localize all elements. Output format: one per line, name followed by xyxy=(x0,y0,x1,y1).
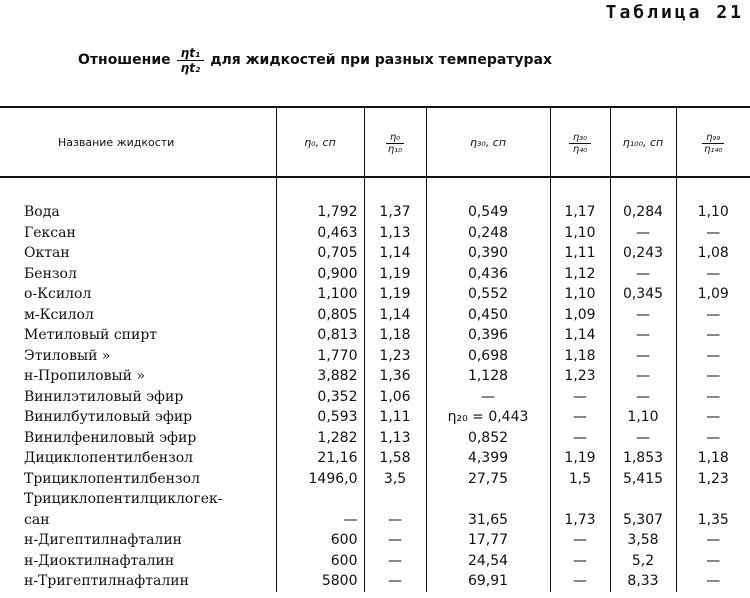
liquid-name: Бензол xyxy=(24,265,77,282)
value-cell-col4: 1,73 xyxy=(550,510,610,531)
liquid-name: Винилэтиловый эфир xyxy=(24,388,184,405)
liquid-name-cell xyxy=(0,448,276,469)
liquid-name-cell xyxy=(0,223,276,244)
header-fraction-numerator: η₃₀ xyxy=(569,132,591,144)
value-cell-col4: 1,11 xyxy=(550,243,610,264)
value-cell-col1: 0,813 xyxy=(276,325,364,346)
table-caption xyxy=(78,32,718,88)
table-row xyxy=(0,551,750,572)
value-cell-col2: 1,06 xyxy=(364,387,426,408)
value-cell-col3: 4,399 xyxy=(426,448,550,469)
liquid-name-cell xyxy=(0,489,276,510)
value-cell-col4: — xyxy=(550,530,610,551)
liquid-name: н-Пропиловый » xyxy=(24,368,146,385)
value-cell-col2: 1,36 xyxy=(364,366,426,387)
value-cell-col2 xyxy=(364,489,426,510)
value-cell-col6: — xyxy=(676,387,750,408)
value-cell-col3: — xyxy=(426,387,550,408)
value-cell-col3: 17,77 xyxy=(426,530,550,551)
table-row xyxy=(0,571,750,592)
value-cell-col6: — xyxy=(676,551,750,572)
value-cell-col3: 0,852 xyxy=(426,428,550,449)
header-fraction-numerator: η₉₉ xyxy=(702,132,724,144)
value-cell-col5: — xyxy=(610,223,676,244)
value-cell-col1: 600 xyxy=(276,530,364,551)
liquid-name: Метиловый спирт xyxy=(24,327,158,344)
table-row xyxy=(0,243,750,264)
value-cell-col5: 5,415 xyxy=(610,469,676,490)
header-fraction-denominator: η₁₄₀ xyxy=(704,143,723,155)
table-row xyxy=(0,387,750,408)
value-cell-col3: 0,436 xyxy=(426,264,550,285)
liquid-name: Октан xyxy=(24,245,70,262)
value-cell-col1: 0,352 xyxy=(276,387,364,408)
table-row xyxy=(0,305,750,326)
value-cell-col3: 31,65 xyxy=(426,510,550,531)
value-cell-col4: — xyxy=(550,407,610,428)
value-cell-col5: — xyxy=(610,366,676,387)
value-cell-col3: 0,396 xyxy=(426,325,550,346)
value-cell-col4: — xyxy=(550,571,610,592)
liquid-name: Гексан xyxy=(24,224,76,241)
value-cell-col5 xyxy=(610,489,676,510)
table-row xyxy=(0,177,750,223)
liquid-name-cell xyxy=(0,346,276,367)
viscosity-table xyxy=(0,108,750,592)
value-cell-col3: 1,128 xyxy=(426,366,550,387)
liquid-name-cell xyxy=(0,510,276,531)
value-cell-col2: 1,14 xyxy=(364,243,426,264)
value-cell-col6: 1,23 xyxy=(676,469,750,490)
value-cell-col2: 1,18 xyxy=(364,325,426,346)
caption-fraction-denominator: ηt₂ xyxy=(180,60,201,75)
caption-fraction-numerator: ηt₁ xyxy=(177,46,205,61)
table-row xyxy=(0,223,750,244)
value-cell-col4: — xyxy=(550,387,610,408)
table-row xyxy=(0,325,750,346)
value-cell-col1 xyxy=(276,489,364,510)
table-row xyxy=(0,469,750,490)
liquid-name-cell xyxy=(0,551,276,572)
header-fraction-denominator: η₁₀ xyxy=(387,143,403,155)
value-cell-col6: — xyxy=(676,264,750,285)
value-cell-col1: 1,100 xyxy=(276,284,364,305)
column-header-4 xyxy=(550,108,610,177)
value-cell-col3 xyxy=(426,489,550,510)
value-cell-col6: 1,09 xyxy=(676,284,750,305)
value-cell-col6: — xyxy=(676,366,750,387)
value-cell-col6: 1,10 xyxy=(676,177,750,223)
value-cell-col2: 1,19 xyxy=(364,284,426,305)
value-cell-col3: 24,54 xyxy=(426,551,550,572)
value-cell-col1: 0,900 xyxy=(276,264,364,285)
liquid-name: Винилфениловый эфир xyxy=(24,429,197,446)
value-cell-col3: 0,390 xyxy=(426,243,550,264)
value-cell-col6 xyxy=(676,489,750,510)
value-cell-col6: — xyxy=(676,305,750,326)
value-cell-col6: — xyxy=(676,407,750,428)
liquid-name-cell xyxy=(0,366,276,387)
liquid-name-cell xyxy=(0,469,276,490)
value-cell-col4 xyxy=(550,489,610,510)
value-cell-col5: 5,2 xyxy=(610,551,676,572)
value-cell-col4: 1,17 xyxy=(550,177,610,223)
value-cell-col3: 0,248 xyxy=(426,223,550,244)
liquid-name-cell xyxy=(0,325,276,346)
value-cell-col6: 1,35 xyxy=(676,510,750,531)
liquid-name-cell xyxy=(0,571,276,592)
value-cell-col5: 0,284 xyxy=(610,177,676,223)
value-cell-col2: 1,23 xyxy=(364,346,426,367)
value-cell-col5: — xyxy=(610,305,676,326)
value-cell-col5: 1,10 xyxy=(610,407,676,428)
table-row xyxy=(0,489,750,510)
value-cell-col2: 1,19 xyxy=(364,264,426,285)
header-fraction xyxy=(700,132,726,155)
value-cell-col2: 3,5 xyxy=(364,469,426,490)
value-cell-col3: 69,91 xyxy=(426,571,550,592)
value-cell-col4: 1,10 xyxy=(550,223,610,244)
value-cell-col2: — xyxy=(364,551,426,572)
value-cell-col1: 0,805 xyxy=(276,305,364,326)
liquid-name: Вода xyxy=(24,204,60,221)
liquid-name-cell xyxy=(0,284,276,305)
value-cell-col1: 0,705 xyxy=(276,243,364,264)
liquid-name-cell xyxy=(0,407,276,428)
value-cell-col4: 1,14 xyxy=(550,325,610,346)
header-fraction xyxy=(569,132,591,155)
table-row xyxy=(0,284,750,305)
header-fraction xyxy=(384,132,406,155)
column-header-1: η₀, сп xyxy=(276,108,364,177)
liquid-name-cell xyxy=(0,264,276,285)
value-cell-col3: 0,698 xyxy=(426,346,550,367)
table-row xyxy=(0,407,750,428)
value-cell-col3: 27,75 xyxy=(426,469,550,490)
liquid-name: м-Ксилол xyxy=(24,306,94,323)
value-cell-col5: 3,58 xyxy=(610,530,676,551)
value-cell-col4: 1,19 xyxy=(550,448,610,469)
table-row xyxy=(0,510,750,531)
column-header-5: η₁₀₀, сп xyxy=(610,108,676,177)
value-cell-col2: — xyxy=(364,530,426,551)
value-cell-col6: — xyxy=(676,571,750,592)
value-cell-col2: 1,11 xyxy=(364,407,426,428)
value-cell-col1: 1,792 xyxy=(276,177,364,223)
value-cell-col4: 1,18 xyxy=(550,346,610,367)
liquid-name: н-Дигептилнафталин xyxy=(24,532,182,549)
table-row xyxy=(0,530,750,551)
caption-suffix: для жидкостей при разных температурах xyxy=(210,52,553,68)
value-cell-col6: — xyxy=(676,325,750,346)
value-cell-col5: 0,345 xyxy=(610,284,676,305)
liquid-name-cell xyxy=(0,530,276,551)
value-cell-col3: η₂₀ = 0,443 xyxy=(426,407,550,428)
value-cell-col4: 1,09 xyxy=(550,305,610,326)
value-cell-col2: — xyxy=(364,510,426,531)
value-cell-col1: 3,882 xyxy=(276,366,364,387)
liquid-name: Этиловый » xyxy=(24,347,111,364)
header-fraction-denominator: η₄₀ xyxy=(572,143,588,155)
value-cell-col1: 1496,0 xyxy=(276,469,364,490)
liquid-name-cell xyxy=(0,428,276,449)
value-cell-col4: 1,23 xyxy=(550,366,610,387)
value-cell-col5: — xyxy=(610,264,676,285)
caption-prefix: Отношение xyxy=(78,52,171,68)
table-row xyxy=(0,428,750,449)
value-cell-col6: — xyxy=(676,223,750,244)
liquid-name-cell xyxy=(0,305,276,326)
value-cell-col3: 0,450 xyxy=(426,305,550,326)
value-cell-col1: 600 xyxy=(276,551,364,572)
header-fraction-numerator: η₀ xyxy=(386,132,404,144)
table-header-row xyxy=(0,108,750,177)
value-cell-col1: 0,593 xyxy=(276,407,364,428)
value-cell-col6: — xyxy=(676,346,750,367)
table-body xyxy=(0,177,750,592)
value-cell-col3: 0,552 xyxy=(426,284,550,305)
value-cell-col1: 1,770 xyxy=(276,346,364,367)
caption-fraction xyxy=(177,46,205,75)
liquid-name: н-Тригептилнафталин xyxy=(24,573,189,590)
value-cell-col5: 0,243 xyxy=(610,243,676,264)
value-cell-col1: 1,282 xyxy=(276,428,364,449)
column-header-3: η₃₀, сп xyxy=(426,108,550,177)
liquid-name: н-Диоктилнафталин xyxy=(24,552,175,569)
table-row xyxy=(0,448,750,469)
value-cell-col3: 0,549 xyxy=(426,177,550,223)
value-cell-col6: 1,18 xyxy=(676,448,750,469)
liquid-name: о-Ксилол xyxy=(24,286,92,303)
value-cell-col2: 1,13 xyxy=(364,428,426,449)
value-cell-col6: — xyxy=(676,428,750,449)
liquid-name: сан xyxy=(24,511,50,528)
value-cell-col6: — xyxy=(676,530,750,551)
column-header-0: Название жидкости xyxy=(58,135,175,149)
table-row xyxy=(0,264,750,285)
value-cell-col2: 1,14 xyxy=(364,305,426,326)
value-cell-col5: — xyxy=(610,346,676,367)
value-cell-col4: 1,10 xyxy=(550,284,610,305)
value-cell-col5: — xyxy=(610,387,676,408)
value-cell-col6: 1,08 xyxy=(676,243,750,264)
value-cell-col2: — xyxy=(364,571,426,592)
value-cell-col5: — xyxy=(610,325,676,346)
liquid-name-cell xyxy=(0,387,276,408)
value-cell-col1: 21,16 xyxy=(276,448,364,469)
value-cell-col4: 1,5 xyxy=(550,469,610,490)
value-cell-col1: 0,463 xyxy=(276,223,364,244)
value-cell-col4: 1,12 xyxy=(550,264,610,285)
liquid-name: Дициклопентилбензол xyxy=(24,450,194,467)
value-cell-col2: 1,58 xyxy=(364,448,426,469)
value-cell-col2: 1,37 xyxy=(364,177,426,223)
table-row xyxy=(0,366,750,387)
value-cell-col1: — xyxy=(276,510,364,531)
liquid-name: Трициклопентилбензол xyxy=(24,470,200,487)
value-cell-col1: 5800 xyxy=(276,571,364,592)
value-cell-col5: 1,853 xyxy=(610,448,676,469)
liquid-name-cell xyxy=(0,177,276,223)
column-header-6 xyxy=(676,108,750,177)
value-cell-col5: — xyxy=(610,428,676,449)
value-cell-col5: 5,307 xyxy=(610,510,676,531)
liquid-name-cell xyxy=(0,243,276,264)
column-header-2 xyxy=(364,108,426,177)
table-row xyxy=(0,346,750,367)
table-number-label: Таблица 21 xyxy=(605,2,744,23)
liquid-name: Трициклопентилциклогек- xyxy=(24,491,223,508)
value-cell-col5: 8,33 xyxy=(610,571,676,592)
value-cell-col2: 1,13 xyxy=(364,223,426,244)
liquid-name: Винилбутиловый эфир xyxy=(24,409,193,426)
value-cell-col4: — xyxy=(550,551,610,572)
value-cell-col4: — xyxy=(550,428,610,449)
